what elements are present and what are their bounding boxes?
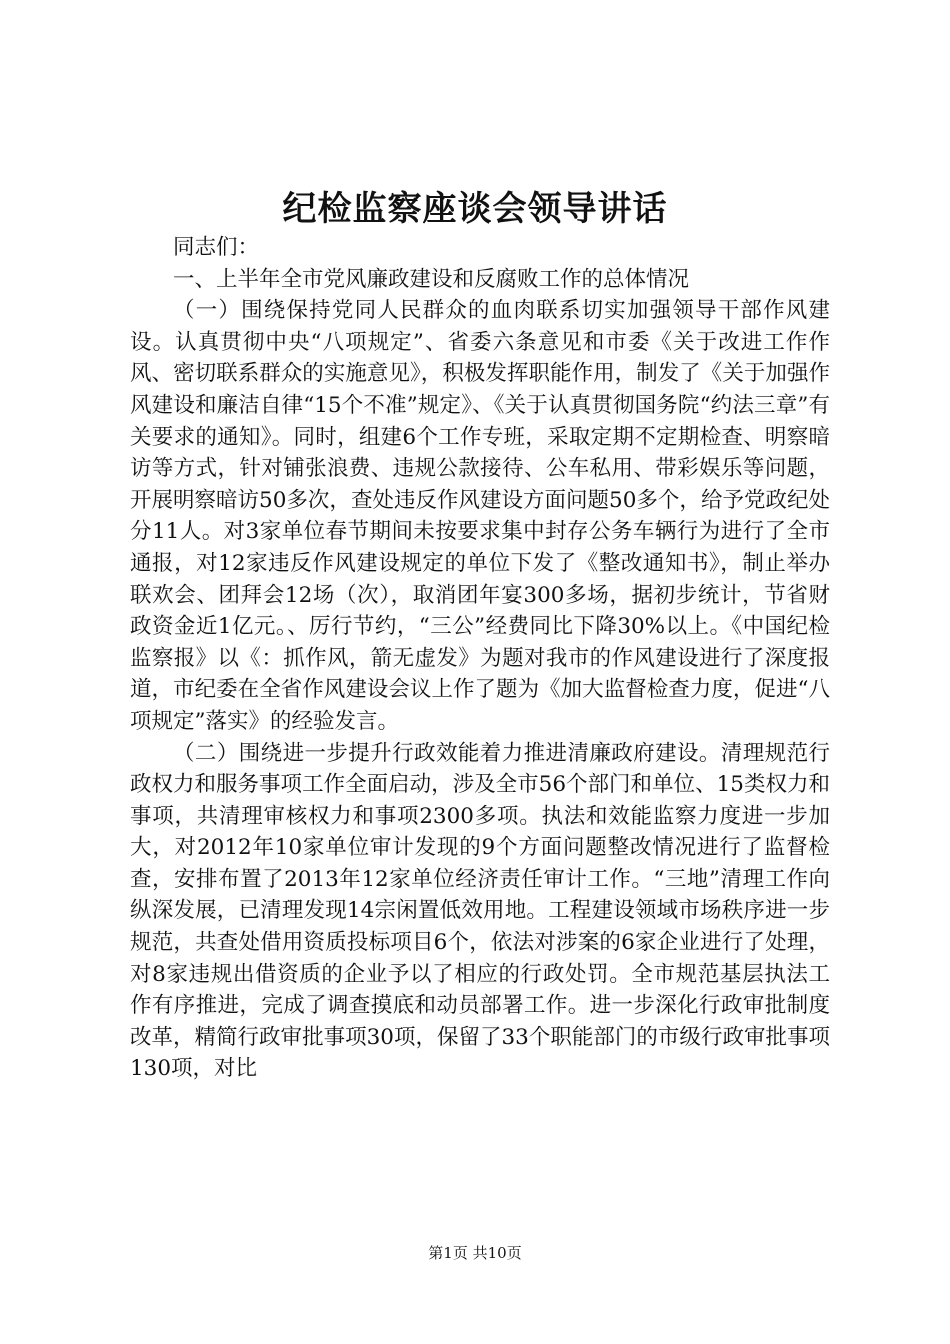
document-body — [130, 232, 830, 1085]
salutation: 同志们： — [173, 235, 260, 260]
page-footer: 第1页 共10页 — [428, 1244, 522, 1262]
document-title: 纪检监察座谈会领导讲话 — [282, 189, 668, 229]
paragraph-1: （一）围绕保持党同人民群众的血肉联系切实加强领导干部作风建设。认真贯彻中央“八项规定”、省委六条意见和市委《关于改进工作作风、密切联系群众的实施意见》，积极发挥职能作用，制发了《关于加强作风建设和廉洁自律“15个不准”规定》、《关于认真贯彻国务院“约法三章”有关要求的通知》。同时，组建6个工作专班，采取定期不定期检查、明察暗访等方式，针对铺张浪费、违规公款接待、公车私用、带彩娱乐等问题，开展明察暗访50多次，查处违反作风建设方面问题50多个，给予党政纪处分11人。对3家单位春节期间未按要求集中封存公务车辆行为进行了全市通报，对12家违反作风建设规定的单位下发了《整改通知书》，制止举办联欢会、团拜会12场（次），取消团年宴300多场，据初步统计，节省财政资金近1亿元。、厉行节约，“三公”经费同比下降30%以上。《中国纪检监察报》以《：抓作风，箭无虚发》为题对我市的作风建设进行了深度报道，市纪委在全省作风建设会议上作了题为《加大监督检查力度，促进“八项规定”落实》的经验发言。 — [130, 298, 830, 734]
section-heading: 一、上半年全市党风廉政建设和反腐败工作的总体情况 — [173, 266, 690, 292]
paragraph-2: （二）围绕进一步提升行政效能着力推进清廉政府建设。清理规范行政权力和服务事项工作全面启动，涉及全市56个部门和单位、15类权力和事项，共清理审核权力和事项2300多项。执法和效能监察力度进一步加大，对2012年10家单位审计发现的9个方面问题整改情况进行了监督检查，安排布置了2013年12家单位经济责任审计工作。“三地”清理工作向纵深发展，已清理发现14宗闲置低效用地。工程建设领域市场秩序进一步规范，共查处借用资质投标项目6个，依法对涉案的6家企业进行了处理，对8家违规出借资质的企业予以了相应的行政处罚。全市规范基层执法工作有序推进，完成了调查摸底和动员部署工作。进一步深化行政审批制度改革，精简行政审批事项30项，保留了33个职能部门的市级行政审批事项130项，对比 — [130, 740, 830, 1082]
